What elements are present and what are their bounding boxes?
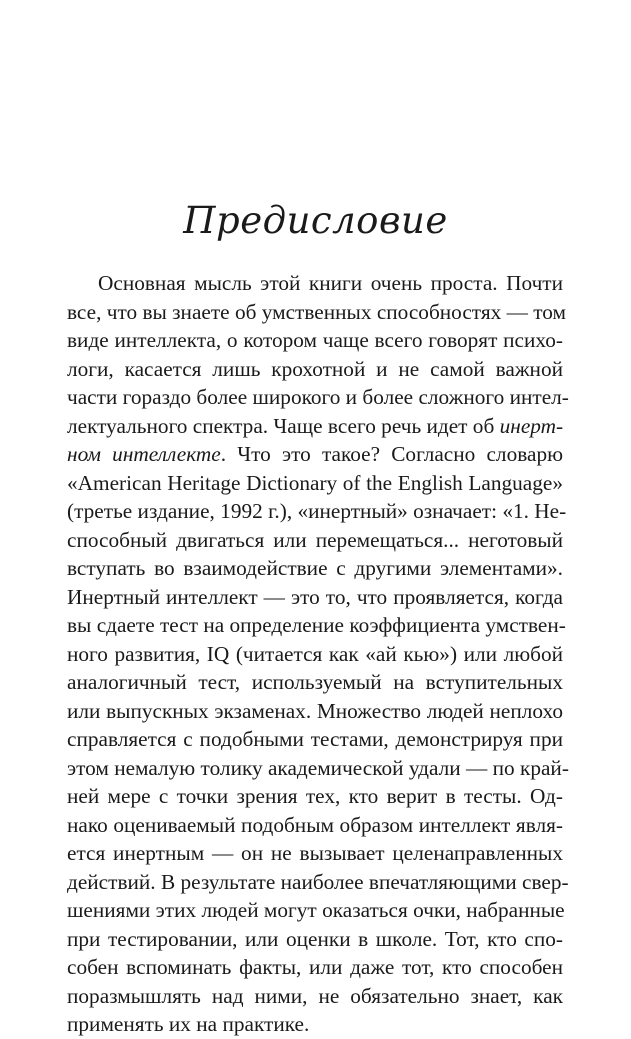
text-line-9: (третье издание, 1992 г.), «инертный» означает: «1. Не- <box>67 499 567 523</box>
text-line-24: при тестировании, или оценки в школе. Тот, кто спо- <box>67 926 563 951</box>
text-line-22: действий. В результате наиболее впечатляющими свер- <box>67 869 569 894</box>
text-line-5: части гораздо более широкого и более сложного интел- <box>67 385 569 409</box>
text-line-14: ного развития, IQ (читается как «ай кью») или любой <box>67 641 563 666</box>
text-line-21: ется инертным — он не вызывает целенаправленных <box>67 841 563 865</box>
text-line-11: вступать во взаимодействие с другими элементами». <box>67 556 563 580</box>
text-line-6 <box>67 412 563 441</box>
text-line-17: справляется с подобными тестами, демонстрируя при <box>67 727 563 751</box>
text-line-2: все, что вы знаете об умственных способностях — том <box>67 299 566 324</box>
text-line-4: логи, касается лишь крохотной и не самой важной <box>67 356 563 381</box>
text-line-8: «American Heritage Dictionary of the English Language» <box>67 470 563 495</box>
text-line-6-italic: инерт- <box>499 413 564 438</box>
text-line-3: виде интеллекта, о котором чаще всего говорят психо- <box>67 328 563 352</box>
text-line-25: собен вспоминать факты, или даже тот, кто способен <box>67 955 563 979</box>
text-line-7-italic: ном интеллекте <box>67 442 221 466</box>
text-line-7-plain: . Что это такое? Согласно словарю <box>220 442 563 466</box>
text-line-15: аналогичный тест, используемый на вступительных <box>67 670 563 694</box>
body-text <box>67 269 569 1039</box>
text-line-19: ней мере с точки зрения тех, кто верит в тесты. Од- <box>67 784 563 808</box>
text-line-13: вы сдаете тест на определение коэффициента умствен- <box>67 613 566 637</box>
text-line-6-plain: лектуального спектра. Чаще всего речь идет об <box>67 413 500 438</box>
text-line-27: применять их на практике. <box>67 1012 310 1036</box>
text-line-10: способный двигаться или перемещаться... неготовый <box>67 527 563 552</box>
chapter-title: Предисловие <box>183 199 448 242</box>
text-line-20: нако оцениваемый подобным образом интеллект явля- <box>67 812 563 837</box>
text-line-1: Основная мысль этой книги очень проста. Почти <box>98 271 563 295</box>
text-line-7 <box>67 440 563 469</box>
text-line-23: шениями этих людей могут оказаться очки, набранные <box>67 898 565 922</box>
text-line-16: или выпускных экзаменах. Множество людей неплохо <box>67 698 563 723</box>
text-line-26: поразмышлять над ними, не обязательно знает, как <box>67 983 563 1008</box>
text-line-12: Инертный интеллект — это то, что проявляется, когда <box>67 584 563 609</box>
text-line-18: этом немалую толику академической удали — по край- <box>67 755 569 780</box>
